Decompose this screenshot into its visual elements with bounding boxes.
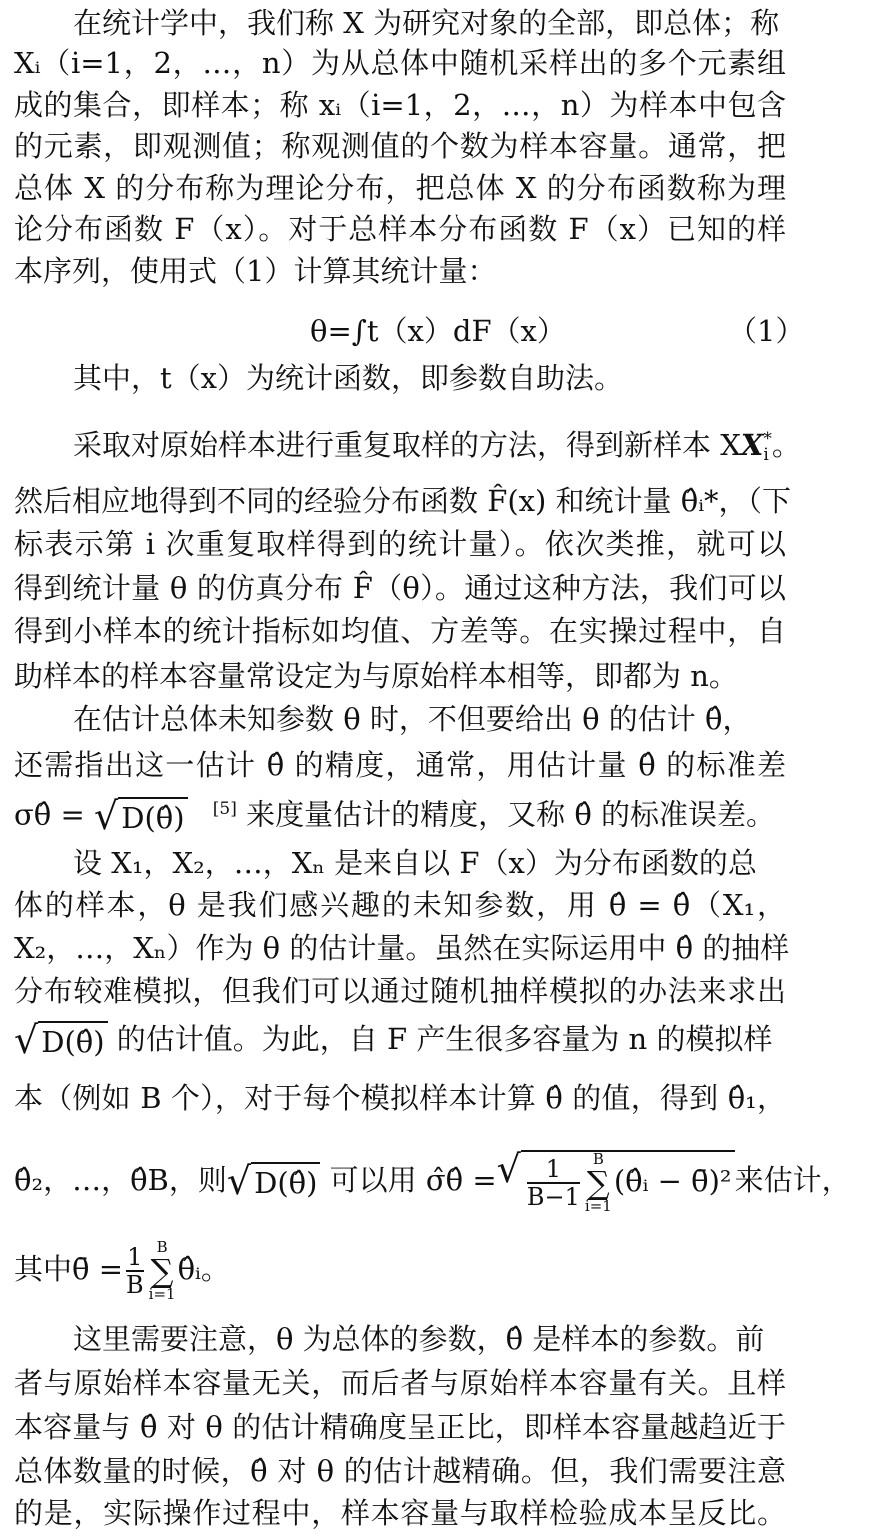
text-line: 者与原始样本容量无关，而后者与原始样本容量有关。且样 bbox=[14, 1366, 786, 1400]
text-line: 在统计学中，我们称 X 为研究对象的全部，即总体；称 bbox=[73, 6, 780, 40]
text-line-with-formula bbox=[14, 1240, 814, 1302]
reference-marker: [5] bbox=[212, 799, 237, 819]
fraction-denominator: B bbox=[126, 1271, 144, 1299]
sigma-icon: ∑ bbox=[586, 1164, 610, 1202]
text-line: 的是，实际操作过程中，样本容量与取样检验成本呈反比。 bbox=[14, 1496, 786, 1530]
text-line-with-formula bbox=[14, 1020, 814, 1061]
text-line: 助样本的样本容量常设定为与原始样本相等，即都为 n。 bbox=[14, 659, 738, 693]
sqrt-formula bbox=[226, 1159, 321, 1203]
sqrt-body: D(θ̂) bbox=[251, 1162, 320, 1202]
text-line: 本（例如 B 个），对于每个模拟样本计算 θ̂ 的值，得到 θ̂₁， bbox=[14, 1081, 786, 1115]
equation-number: （1） bbox=[728, 314, 805, 348]
text-line: 得到小样本的统计指标如均值、方差等。在实操过程中，自 bbox=[14, 614, 786, 648]
text-line: 采取对原始样本进行重复取样的方法，得到新样本 XX * i 。 bbox=[73, 428, 801, 465]
text-line: 总体数量的时候，θ̂ 对 θ 的估计越精确。但，我们需要注意 bbox=[14, 1454, 786, 1488]
text-line: 得到统计量 θ 的仿真分布 F̂（θ）。通过这种方法，我们可以 bbox=[14, 571, 786, 605]
sqrt-formula bbox=[94, 793, 188, 838]
theta-bar-lhs: θ̄ = bbox=[72, 1252, 123, 1286]
text-line-with-formula bbox=[14, 1147, 851, 1215]
text-span: 采取对原始样本进行重复取样的方法，得到新样本 X bbox=[73, 428, 741, 462]
text-line: 标表示第 i 次重复取样得到的统计量）。依次类推，就可以 bbox=[14, 527, 786, 561]
fraction-numerator: 1 bbox=[545, 1155, 562, 1183]
superscript-star: * bbox=[763, 429, 772, 449]
text-span: 来度量估计的精度，又称 θ̂ 的标准误差。 bbox=[246, 797, 775, 832]
sqrt-sign-icon: √ bbox=[14, 1018, 39, 1062]
sqrt-sign-icon: √ bbox=[496, 1147, 521, 1191]
new-sample-symbol: X bbox=[740, 428, 764, 462]
text-span: 的估计值。为此，自 F 产生很多容量为 n 的模拟样 bbox=[116, 1022, 773, 1056]
sum-upper: B bbox=[592, 1150, 604, 1168]
sum-upper: B bbox=[156, 1238, 168, 1256]
text-line: 的元素，即观测值；称观测值的个数为样本容量。通常，把 bbox=[14, 129, 786, 163]
text-line: 分布较难模拟，但我们可以通过随机抽样模拟的办法来求出 bbox=[14, 974, 786, 1008]
fraction bbox=[126, 1244, 144, 1298]
text-line: 成的集合，即样本；称 xᵢ（i=1，2，…，n）为样本中包含 bbox=[14, 88, 786, 122]
equation-body: θ=∫t（x）dF（x） bbox=[310, 314, 566, 348]
sqrt-formula bbox=[14, 1018, 108, 1062]
text-line: 还需指出这一估计 θ̂ 的精度，通常，用估计量 θ̂ 的标准差 bbox=[14, 748, 786, 782]
text-line: Xᵢ（i=1，2，…，n）为从总体中随机采样出的多个元素组 bbox=[14, 46, 786, 80]
text-span: 可以用 bbox=[329, 1163, 417, 1197]
fraction-numerator: 1 bbox=[127, 1243, 143, 1271]
text-line: 其中，t（x）为统计函数，即参数自助法。 bbox=[73, 361, 624, 395]
sqrt-body: D(θ̂) bbox=[118, 797, 187, 837]
sum-body: (θ̂ᵢ − θ̄)² bbox=[613, 1164, 732, 1198]
text-span: 其中 bbox=[14, 1252, 73, 1286]
summation bbox=[149, 1240, 176, 1302]
text-span: θ̂₂，…，θ̂B，则 bbox=[14, 1163, 227, 1197]
text-line: 总体 X 的分布称为理论分布，把总体 X 的分布函数称为理 bbox=[14, 171, 786, 205]
sqrt-body: D(θ̂) bbox=[38, 1021, 107, 1061]
sigma-hat-lhs: σ̂θ̂ = bbox=[425, 1163, 497, 1197]
text-line: 这里需要注意，θ 为总体的参数，θ̂ 是样本的参数。前 bbox=[73, 1322, 765, 1356]
text-line: X₂，…，Xₙ）作为 θ 的估计量。虽然在实际运用中 θ̂ 的抽样 bbox=[14, 931, 790, 965]
text-line: 论分布函数 F（x）。对于总样本分布函数 F（x）已知的样 bbox=[14, 212, 786, 246]
text-line-with-formula bbox=[14, 790, 814, 837]
text-line: 设 X₁，X₂，…，Xₙ 是来自以 F（x）为分布函数的总 bbox=[73, 846, 757, 880]
subscript-i: i bbox=[763, 445, 769, 465]
text-line: 本序列，使用式（1）计算其统计量： bbox=[14, 254, 497, 288]
sigma-lhs: σθ̂ = bbox=[14, 797, 85, 832]
text-span: 来估计， bbox=[734, 1163, 851, 1197]
text-line: 在估计总体未知参数 θ 时，不但要给出 θ 的估计 θ̂， bbox=[73, 702, 752, 736]
text-line: 本容量与 θ̂ 对 θ 的估计精确度呈正比，即样本容量越趋近于 bbox=[14, 1410, 786, 1444]
theta-bar-body: θ̂ᵢ。 bbox=[177, 1252, 230, 1286]
sigma-icon: ∑ bbox=[150, 1252, 174, 1290]
sqrt-sign-icon: √ bbox=[226, 1159, 252, 1203]
text-line: 然后相应地得到不同的经验分布函数 F̂(x) 和统计量 θ̂ᵢ*，（下 bbox=[14, 484, 792, 518]
big-sqrt-formula bbox=[496, 1147, 735, 1215]
summation bbox=[585, 1152, 612, 1214]
fraction bbox=[527, 1156, 580, 1210]
sum-lower: i=1 bbox=[148, 1285, 176, 1303]
text-line: 体的样本，θ 是我们感兴趣的未知参数，用 θ̂ = θ̂（X₁， bbox=[14, 888, 786, 922]
sqrt-sign-icon: √ bbox=[94, 793, 119, 838]
sum-lower: i=1 bbox=[584, 1197, 612, 1215]
fraction-denominator: B−1 bbox=[526, 1183, 580, 1211]
